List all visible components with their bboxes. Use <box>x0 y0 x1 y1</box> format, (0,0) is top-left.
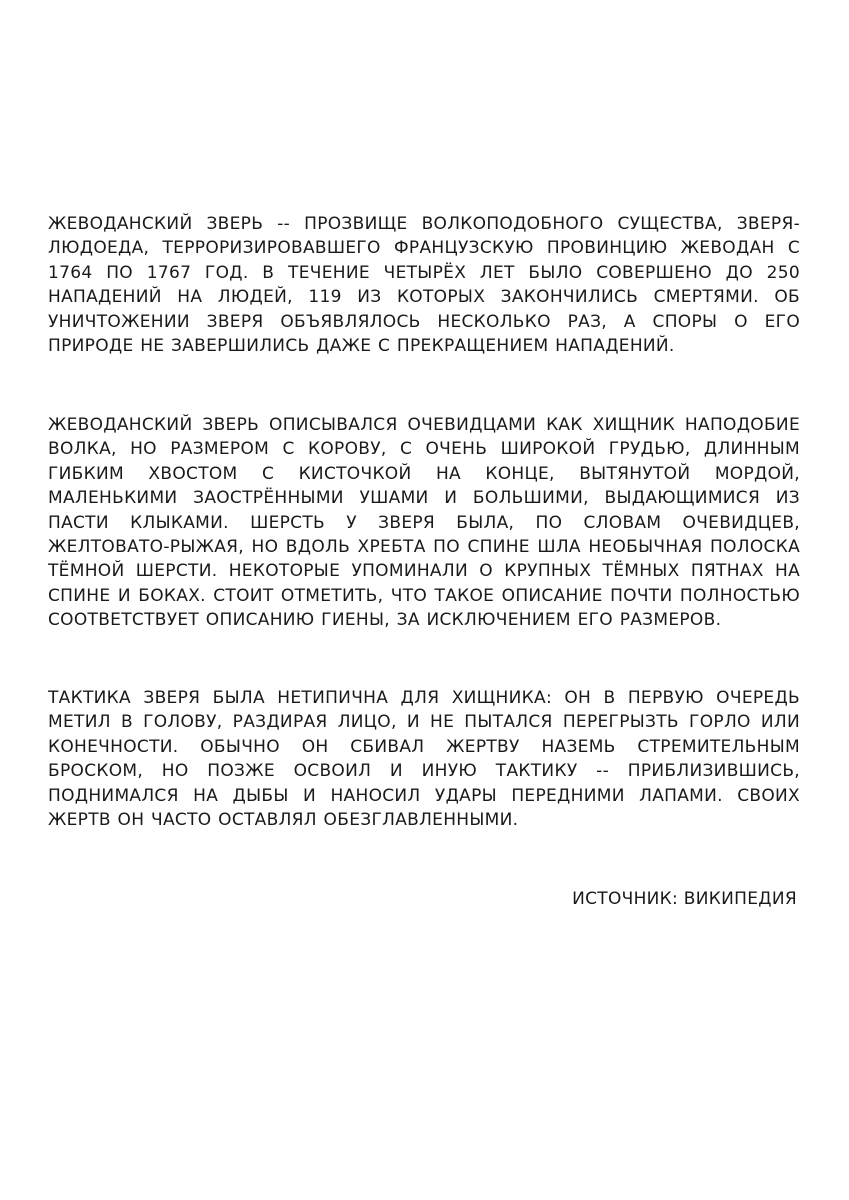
paragraph-tactics: ТАКТИКА ЗВЕРЯ БЫЛА НЕТИПИЧНА ДЛЯ ХИЩНИКА: ОН В ПЕРВУЮ ОЧЕРЕДЬ МЕТИЛ В ГОЛОВУ, РАЗДИРАЯ ЛИЦО, И НЕ ПЫТАЛСЯ ПЕРЕГРЫЗТЬ ГОРЛО ИЛИ КОНЕЧНОСТИ. ОБЫЧНО ОН СБИВАЛ ЖЕРТВУ НАЗЕМЬ СТРЕМИТЕЛЬНЫМ БРОСКОМ, НО ПОЗЖЕ ОСВОИЛ И ИНУЮ ТАКТИКУ -- ПРИБЛИЗИВШИСЬ, ПОДНИМАЛСЯ НА ДЫБЫ И НАНОСИЛ УДАРЫ ПЕРЕДНИМИ ЛАПАМИ. СВОИХ ЖЕРТВ ОН ЧАСТО ОСТАВЛЯЛ ОБЕЗГЛАВЛЕННЫМИ. <box>48 688 800 831</box>
paragraph-origin: ЖЕВОДАНСКИЙ ЗВЕРЬ -- ПРОЗВИЩЕ ВОЛКОПОДОБНОГО СУЩЕСТВА, ЗВЕРЯ-ЛЮДОЕДА, ТЕРРОРИЗИРОВАВШЕГО ФРАНЦУЗСКУЮ ПРОВИНЦИЮ ЖЕВОДАН С 1764 ПО 1767 ГОД. В ТЕЧЕНИЕ ЧЕТЫРЁХ ЛЕТ БЫЛО СОВЕРШЕНО ДО 250 НАПАДЕНИЙ НА ЛЮДЕЙ, 119 ИЗ КОТОРЫХ ЗАКОНЧИЛИСЬ СМЕРТЯМИ. ОБ УНИЧТОЖЕНИИ ЗВЕРЯ ОБЪЯВЛЯЛОСЬ НЕСКОЛЬКО РАЗ, А СПОРЫ О ЕГО ПРИРОДЕ НЕ ЗАВЕРШИЛИСЬ ДАЖЕ С ПРЕКРАЩЕНИЕМ НАПАДЕНИЙ. <box>48 214 800 357</box>
source-credit: ИСТОЧНИК: ВИКИПЕДИЯ <box>572 889 797 909</box>
paragraph-description: ЖЕВОДАНСКИЙ ЗВЕРЬ ОПИСЫВАЛСЯ ОЧЕВИДЦАМИ КАК ХИЩНИК НАПОДОБИЕ ВОЛКА, НО РАЗМЕРОМ С КОРОВУ, С ОЧЕНЬ ШИРОКОЙ ГРУДЬЮ, ДЛИННЫМ ГИБКИМ ХВОСТОМ С КИСТОЧКОЙ НА КОНЦЕ, ВЫТЯНУТОЙ МОРДОЙ, МАЛЕНЬКИМИ ЗАОСТРЁННЫМИ УШАМИ И БОЛЬШИМИ, ВЫДАЮЩИМИСЯ ИЗ ПАСТИ КЛЫКАМИ. ШЕРСТЬ У ЗВЕРЯ БЫЛА, ПО СЛОВАМ ОЧЕВИДЦЕВ, ЖЕЛТОВАТО-РЫЖАЯ, НО ВДОЛЬ ХРЕБТА ПО СПИНЕ ШЛА НЕОБЫЧНАЯ ПОЛОСКА ТЁМНОЙ ШЕРСТИ. НЕКОТОРЫЕ УПОМИНАЛИ О КРУПНЫХ ТЁМНЫХ ПЯТНАХ НА СПИНЕ И БОКАХ. СТОИТ ОТМЕТИТЬ, ЧТО ТАКОЕ ОПИСАНИЕ ПОЧТИ ПОЛНОСТЬЮ СООТВЕТСТВУЕТ ОПИСАНИЮ ГИЕНЫ, ЗА ИСКЛЮЧЕНИЕМ ЕГО РАЗМЕРОВ. <box>48 415 800 631</box>
